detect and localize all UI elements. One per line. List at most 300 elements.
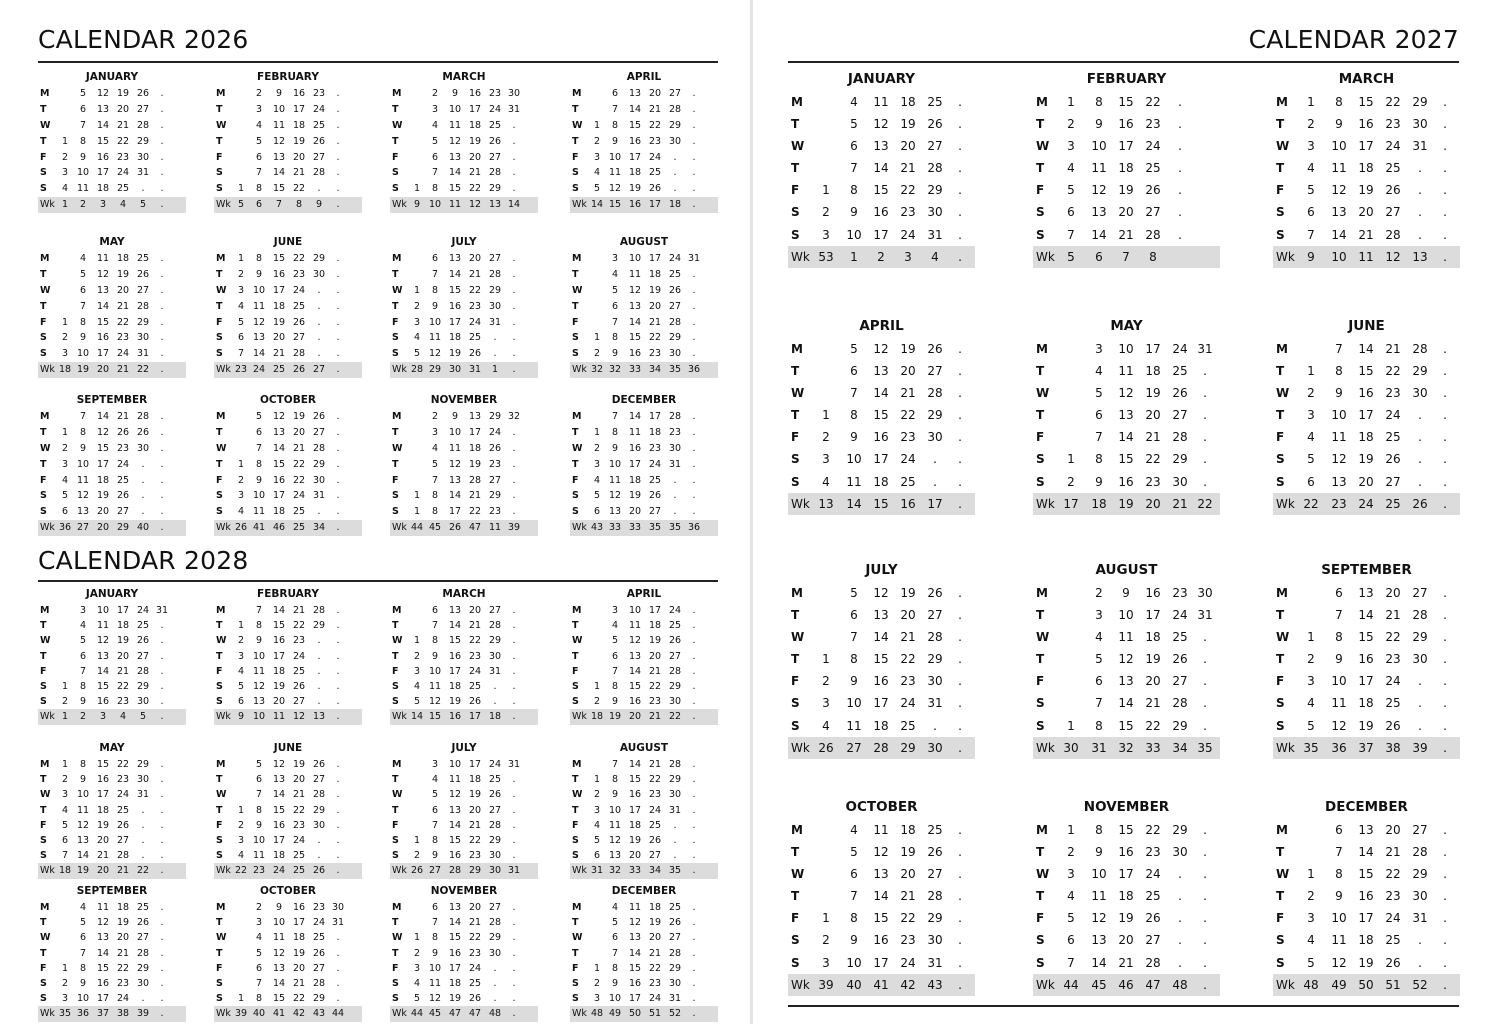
day-number: 25 xyxy=(312,932,326,944)
weekday-label: F xyxy=(572,151,579,163)
weekday-label: M xyxy=(40,902,50,913)
day-number: . xyxy=(1178,911,1182,926)
week-number: 33 xyxy=(628,364,642,376)
day-number: 8 xyxy=(255,458,263,470)
day-number: 12 xyxy=(628,284,642,296)
day-number: 4 xyxy=(79,902,87,913)
month-may xyxy=(38,743,186,879)
day-row xyxy=(38,165,186,181)
day-number: 22 xyxy=(1385,630,1401,645)
day-number: 7 xyxy=(431,474,439,486)
month-october xyxy=(214,395,362,536)
day-row xyxy=(38,118,186,134)
day-number: 24 xyxy=(488,103,502,115)
day-row xyxy=(1273,819,1460,841)
day-number: 7 xyxy=(850,889,858,904)
day-number: 16 xyxy=(1118,845,1134,860)
weekday-label: S xyxy=(392,183,399,195)
week-number: 21 xyxy=(1172,496,1188,511)
weekday-label: T xyxy=(40,426,47,438)
day-row xyxy=(38,181,186,197)
day-number: 31 xyxy=(155,605,169,616)
weekday-label: S xyxy=(1276,933,1285,948)
day-number: . xyxy=(160,506,164,518)
week-label: Wk xyxy=(216,522,231,534)
day-number: . xyxy=(160,348,164,360)
day-number: 4 xyxy=(431,442,439,454)
day-number: 11 xyxy=(846,718,862,733)
day-number: 16 xyxy=(96,332,110,344)
day-number: . xyxy=(1418,205,1422,220)
week-label: Wk xyxy=(40,711,55,723)
day-number: 7 xyxy=(431,620,439,632)
month-name: OCTOBER xyxy=(260,885,316,897)
day-number: . xyxy=(141,804,145,816)
day-number: 5 xyxy=(61,490,69,502)
day-row xyxy=(390,694,538,709)
day-row xyxy=(1273,426,1460,448)
day-number: . xyxy=(692,103,696,115)
day-row xyxy=(788,179,975,201)
weekday-label: S xyxy=(216,834,223,846)
day-number: . xyxy=(317,696,321,708)
week-number: 19 xyxy=(76,865,90,877)
day-number: 27 xyxy=(648,506,662,518)
day-number: . xyxy=(673,506,677,518)
month-august xyxy=(570,743,718,879)
day-number: . xyxy=(692,993,696,1005)
day-number: 30 xyxy=(1197,586,1213,600)
day-number: 1 xyxy=(237,183,245,195)
day-number: 2 xyxy=(61,442,69,454)
day-number: 2 xyxy=(255,88,263,99)
weekday-label: T xyxy=(216,774,223,786)
day-number: 14 xyxy=(252,348,266,360)
week-number: 45 xyxy=(1091,977,1107,992)
day-number: 18 xyxy=(1358,696,1374,711)
month-name: OCTOBER xyxy=(260,394,316,406)
day-number: . xyxy=(1418,933,1422,948)
month-name: SEPTEMBER xyxy=(76,394,148,406)
weekday-label: T xyxy=(392,804,399,816)
day-number: 21 xyxy=(1358,227,1374,242)
weekday-label: F xyxy=(1036,430,1045,445)
weekday-label: M xyxy=(392,411,402,422)
day-number: 20 xyxy=(116,650,130,662)
day-number: 15 xyxy=(1118,823,1134,837)
day-number: . xyxy=(160,284,164,296)
weekday-label: M xyxy=(216,88,226,99)
day-number: . xyxy=(336,474,340,486)
day-number: . xyxy=(958,408,962,423)
day-row xyxy=(214,473,362,489)
day-number: 22 xyxy=(1385,364,1401,379)
week-number: 12 xyxy=(292,711,306,723)
day-number: 22 xyxy=(900,183,916,198)
day-number: 26 xyxy=(648,183,662,195)
day-number: . xyxy=(958,452,962,467)
weekday-label: S xyxy=(40,696,47,708)
day-number: 30 xyxy=(668,977,682,989)
week-number-row xyxy=(1273,974,1460,996)
week-number: 36 xyxy=(58,522,72,534)
day-number: 12 xyxy=(873,117,889,132)
day-row xyxy=(788,841,975,863)
day-number: . xyxy=(512,442,516,454)
day-number: 17 xyxy=(292,917,306,929)
day-number: 28 xyxy=(1412,845,1428,860)
month-name: MAY xyxy=(99,742,125,754)
day-number: 22 xyxy=(292,458,306,470)
week-number: 3 xyxy=(99,711,107,723)
day-number: 26 xyxy=(292,316,306,328)
day-number: 13 xyxy=(272,151,286,163)
week-number: 24 xyxy=(1358,496,1374,511)
day-number: 16 xyxy=(628,442,642,454)
week-number: 21 xyxy=(116,364,130,376)
day-number: 23 xyxy=(648,442,662,454)
weekday-label: T xyxy=(40,300,47,312)
day-row xyxy=(214,787,362,802)
day-row xyxy=(570,283,718,299)
day-number: . xyxy=(933,452,937,467)
day-number: 30 xyxy=(1172,474,1188,489)
week-number: 44 xyxy=(410,522,424,534)
day-number: . xyxy=(512,506,516,518)
week-number-row xyxy=(214,863,362,878)
day-number: 3 xyxy=(431,759,439,770)
weekday-label: W xyxy=(392,932,403,944)
day-row xyxy=(390,473,538,489)
day-row xyxy=(570,976,718,991)
day-number: 23 xyxy=(468,300,482,312)
weekday-label: S xyxy=(392,696,399,708)
day-number: 32 xyxy=(507,411,521,422)
day-row xyxy=(1033,426,1220,448)
day-number: 24 xyxy=(116,789,130,801)
day-number: . xyxy=(1203,674,1207,689)
day-number: 21 xyxy=(900,161,916,176)
day-number: . xyxy=(317,183,321,195)
day-number: 27 xyxy=(1172,408,1188,423)
day-number: . xyxy=(1443,386,1447,401)
week-number: 5 xyxy=(237,199,245,211)
day-number: . xyxy=(160,819,164,831)
week-number: 2 xyxy=(79,199,87,211)
week-number: 46 xyxy=(1118,977,1134,992)
week-label: Wk xyxy=(216,364,231,376)
weekday-label: F xyxy=(572,962,579,974)
day-number: . xyxy=(692,300,696,312)
month-name: DECEMBER xyxy=(1325,799,1408,815)
week-number: 35 xyxy=(1197,740,1213,755)
calendar-2028-title: CALENDAR 2028 xyxy=(38,546,249,575)
day-number: . xyxy=(1178,139,1182,154)
day-number: 16 xyxy=(448,947,462,959)
week-number: . xyxy=(958,977,962,992)
day-number: 2 xyxy=(61,977,69,989)
day-number: 28 xyxy=(927,161,943,176)
day-number: 1 xyxy=(61,135,69,147)
day-number: 28 xyxy=(1412,342,1428,356)
day-number: 25 xyxy=(1385,161,1401,176)
day-number: 11 xyxy=(1331,696,1347,711)
day-number: 11 xyxy=(1331,161,1347,176)
day-row xyxy=(1273,91,1460,113)
day-row xyxy=(390,946,538,961)
day-number: 6 xyxy=(611,932,619,944)
day-row xyxy=(38,803,186,818)
month-name: JANUARY xyxy=(85,71,139,83)
day-number: 17 xyxy=(272,284,286,296)
month-september xyxy=(1273,564,1460,759)
day-number: . xyxy=(692,962,696,974)
day-row xyxy=(1273,648,1460,670)
day-number: 22 xyxy=(1145,823,1161,837)
day-number: 7 xyxy=(611,411,619,422)
day-number: . xyxy=(512,300,516,312)
day-number: 29 xyxy=(1412,95,1428,109)
week-number: 32 xyxy=(608,865,622,877)
day-number: . xyxy=(160,490,164,502)
week-number: 16 xyxy=(448,711,462,723)
day-row xyxy=(214,330,362,346)
week-number: . xyxy=(336,711,340,723)
weekday-label: W xyxy=(1036,139,1050,154)
day-row xyxy=(38,488,186,504)
weekday-label: W xyxy=(216,442,227,454)
week-number-row xyxy=(390,709,538,724)
day-number: 9 xyxy=(1335,652,1343,667)
day-number: . xyxy=(1443,696,1447,711)
day-number: 31 xyxy=(927,227,943,242)
month-name: JULY xyxy=(451,742,477,754)
weekday-label: T xyxy=(572,650,579,662)
week-number: 41 xyxy=(252,522,266,534)
day-number: 8 xyxy=(431,834,439,846)
week-label: Wk xyxy=(1276,977,1295,992)
day-number: 25 xyxy=(927,95,943,109)
weekday-label: S xyxy=(1036,205,1045,220)
day-number: 4 xyxy=(1095,630,1103,645)
weekday-label: S xyxy=(791,452,800,467)
weekday-label: W xyxy=(216,284,227,296)
week-number: 20 xyxy=(96,865,110,877)
day-number: . xyxy=(160,458,164,470)
day-number: 21 xyxy=(292,977,306,989)
day-number: 29 xyxy=(136,962,150,974)
day-number: . xyxy=(958,161,962,176)
day-row xyxy=(390,283,538,299)
day-number: 5 xyxy=(413,993,421,1005)
weekday-label: T xyxy=(1036,889,1045,904)
day-row xyxy=(1273,907,1460,929)
weekday-label: T xyxy=(572,268,579,280)
day-number: 5 xyxy=(593,834,601,846)
day-number: 24 xyxy=(468,316,482,328)
day-number: 29 xyxy=(488,635,502,647)
day-row xyxy=(570,409,718,425)
weekday-label: F xyxy=(572,665,579,677)
day-number: . xyxy=(512,426,516,438)
day-number: . xyxy=(160,902,164,913)
day-row xyxy=(214,915,362,930)
day-row xyxy=(38,315,186,331)
day-number: 27 xyxy=(648,850,662,862)
week-number: 32 xyxy=(590,364,604,376)
day-number: . xyxy=(1203,889,1207,904)
day-number: 21 xyxy=(96,850,110,862)
day-number: . xyxy=(512,819,516,831)
day-number: 10 xyxy=(76,348,90,360)
day-number: 8 xyxy=(850,652,858,667)
day-number: . xyxy=(336,804,340,816)
weekday-label: F xyxy=(216,316,223,328)
week-number: 44 xyxy=(1063,977,1079,992)
day-number: 13 xyxy=(628,300,642,312)
day-row xyxy=(38,833,186,848)
day-number: 5 xyxy=(413,348,421,360)
day-number: 21 xyxy=(292,167,306,179)
day-row xyxy=(570,346,718,362)
day-row xyxy=(570,848,718,863)
day-number: 17 xyxy=(292,103,306,115)
weekday-label: T xyxy=(572,103,579,115)
day-number: 28 xyxy=(312,977,326,989)
day-number: 24 xyxy=(292,284,306,296)
day-row xyxy=(1033,448,1220,470)
day-row xyxy=(1273,448,1460,470)
day-number: 9 xyxy=(850,430,858,445)
day-number: . xyxy=(512,268,516,280)
month-april xyxy=(570,72,718,213)
day-row xyxy=(1033,604,1220,626)
day-number: 16 xyxy=(292,902,306,913)
day-number: 25 xyxy=(668,620,682,632)
day-number: 20 xyxy=(292,962,306,974)
day-number: . xyxy=(512,804,516,816)
day-number: 29 xyxy=(136,135,150,147)
day-number: . xyxy=(1203,386,1207,401)
day-number: 29 xyxy=(668,774,682,786)
weekday-label: T xyxy=(40,458,47,470)
day-number: 28 xyxy=(668,665,682,677)
week-number: 47 xyxy=(468,1008,482,1020)
week-number: 35 xyxy=(668,522,682,534)
day-number: 29 xyxy=(927,911,943,926)
day-number: 8 xyxy=(79,426,87,438)
day-number: . xyxy=(160,804,164,816)
day-row xyxy=(570,991,718,1006)
week-number: 32 xyxy=(1118,740,1134,755)
weekday-label: S xyxy=(216,167,223,179)
weekday-label: S xyxy=(40,680,47,692)
day-number: 16 xyxy=(1358,652,1374,667)
week-number: 14 xyxy=(846,496,862,511)
week-label: Wk xyxy=(392,865,407,877)
day-row xyxy=(1033,471,1220,493)
month-name: DECEMBER xyxy=(611,394,677,406)
day-number: 17 xyxy=(448,665,462,677)
day-row xyxy=(1033,841,1220,863)
day-number: . xyxy=(160,119,164,131)
day-number: 1 xyxy=(413,490,421,502)
day-number: 25 xyxy=(1385,430,1401,445)
week-number: 25 xyxy=(1385,496,1401,511)
day-number: 21 xyxy=(1118,227,1134,242)
week-number-row xyxy=(390,1006,538,1021)
day-number: 31 xyxy=(668,804,682,816)
day-number: 28 xyxy=(927,889,943,904)
week-number: . xyxy=(336,199,340,211)
day-row xyxy=(788,382,975,404)
day-row xyxy=(788,819,975,841)
day-number: . xyxy=(160,151,164,163)
day-number: 27 xyxy=(1385,474,1401,489)
week-number: 23 xyxy=(252,865,266,877)
weekday-label: F xyxy=(40,151,47,163)
day-number: 29 xyxy=(668,332,682,344)
day-number: 1 xyxy=(822,408,830,423)
weekday-label: F xyxy=(40,474,47,486)
day-row xyxy=(214,165,362,181)
day-row xyxy=(38,694,186,709)
month-name: FEBRUARY xyxy=(257,588,319,600)
month-name: OCTOBER xyxy=(845,799,918,815)
day-number: 6 xyxy=(1095,408,1103,423)
day-number: . xyxy=(692,167,696,179)
week-number-row xyxy=(788,737,975,759)
day-row xyxy=(214,803,362,818)
week-number-row xyxy=(788,493,975,515)
day-number: 25 xyxy=(468,977,482,989)
day-number: 30 xyxy=(668,442,682,454)
week-number-row xyxy=(1033,493,1220,515)
day-number: 24 xyxy=(116,348,130,360)
day-number: 5 xyxy=(61,819,69,831)
day-number: 30 xyxy=(331,902,345,913)
day-number: 27 xyxy=(488,902,502,913)
week-number: 15 xyxy=(428,711,442,723)
day-number: . xyxy=(958,95,962,109)
day-number: 13 xyxy=(448,804,462,816)
day-number: 9 xyxy=(79,774,87,786)
day-number: 24 xyxy=(468,962,482,974)
week-number: . xyxy=(1443,249,1447,264)
day-number: 6 xyxy=(61,834,69,846)
day-number: . xyxy=(336,426,340,438)
day-number: 18 xyxy=(873,718,889,733)
day-number: 26 xyxy=(116,819,130,831)
day-number: 15 xyxy=(1118,452,1134,467)
weekday-label: T xyxy=(572,300,579,312)
day-number: . xyxy=(1443,889,1447,904)
day-number: 24 xyxy=(648,458,662,470)
day-number: 10 xyxy=(1091,139,1107,154)
weekday-label: T xyxy=(392,458,399,470)
day-number: 20 xyxy=(1385,586,1401,600)
day-number: 11 xyxy=(873,823,889,837)
day-number: . xyxy=(160,268,164,280)
week-number: 46 xyxy=(272,522,286,534)
day-number: 23 xyxy=(292,635,306,647)
week-number: 44 xyxy=(331,1008,345,1020)
day-number: . xyxy=(958,867,962,882)
day-number: . xyxy=(1178,205,1182,220)
day-number: 14 xyxy=(76,850,90,862)
day-number: . xyxy=(317,834,321,846)
day-number: . xyxy=(1418,183,1422,198)
